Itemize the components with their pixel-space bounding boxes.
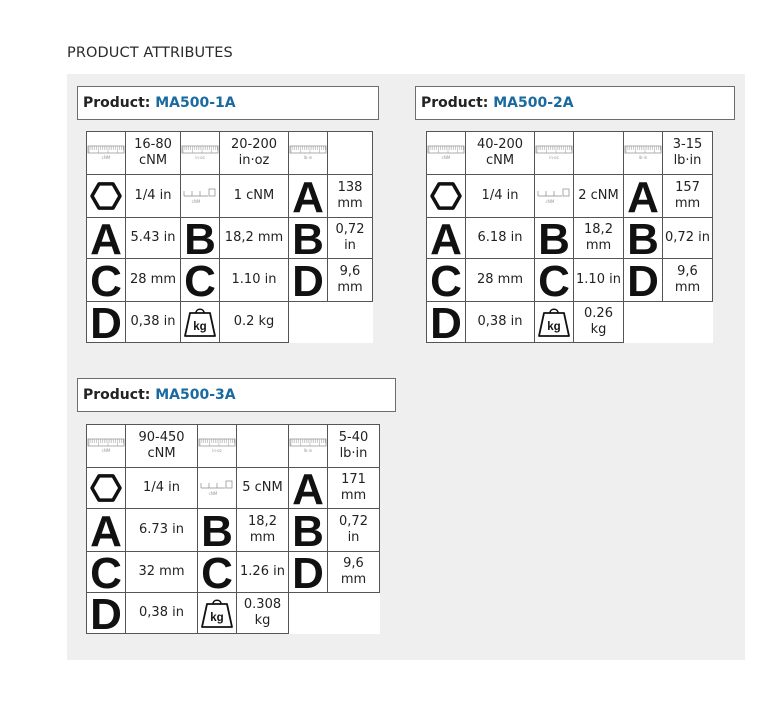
svg-text:lb·in: lb·in [303,448,313,453]
svg-text:cNM: cNM [545,199,555,204]
svg-text:A: A [292,177,324,215]
dimension-c-icon [87,553,125,591]
value-cell: 171 mm [328,468,380,509]
table-row [87,468,380,509]
table-row [427,302,713,343]
torque-scale-icon [87,143,125,163]
icon-cell [87,259,126,302]
value-cell [328,132,373,175]
value-cell: 28 mm [126,259,181,302]
product-title [77,378,396,412]
svg-text:cNM: cNM [208,491,218,496]
torque-scale-icon [427,143,465,163]
increment-icon [537,187,571,205]
svg-text:B: B [184,219,216,257]
svg-text:cNM: cNM [441,155,451,160]
value-cell: 1/4 in [466,175,535,218]
dimension-c-icon [427,261,465,299]
dimension-d-icon [87,303,125,341]
value-cell: 18,2 mm [237,509,289,552]
svg-text:C: C [201,553,233,591]
table-row [427,175,713,218]
value-cell: 3-15 lb·in [663,132,713,175]
dimension-a-icon [87,219,125,257]
torque-scale-icon [289,436,327,456]
svg-text:cNM: cNM [101,155,111,160]
value-cell: 6.18 in [466,218,535,259]
dimension-d-icon [427,303,465,341]
svg-text:C: C [90,261,122,299]
table-row [87,552,380,593]
svg-text:A: A [430,219,462,257]
dimension-a-icon [289,469,327,507]
value-cell: 2 cNM [574,175,624,218]
icon-cell [87,468,126,509]
svg-text:kg: kg [547,321,561,333]
hex-drive-icon [89,471,123,505]
value-cell: 1.10 in [220,259,289,302]
table-row [427,132,713,175]
section-title: PRODUCT ATTRIBUTES [67,45,233,61]
icon-cell [198,509,237,552]
value-cell: 6.73 in [126,509,198,552]
attributes-table [86,424,380,634]
dimension-a-icon [427,219,465,257]
dimension-a-icon [624,177,662,215]
icon-cell [87,302,126,343]
icon-cell [427,259,466,302]
table-row [87,302,373,343]
value-cell: 16-80 cNM [126,132,181,175]
value-cell: 90-450 cNM [126,425,198,468]
svg-text:B: B [292,219,324,257]
icon-cell [87,593,126,634]
product-label: Product: [83,95,156,111]
svg-text:A: A [90,219,122,257]
product-label: Product: [421,95,494,111]
icon-cell [289,509,328,552]
table-row [427,259,713,302]
value-cell: 1/4 in [126,175,181,218]
icon-cell [535,302,574,343]
dimension-d-icon [624,261,662,299]
dimension-b-icon [181,219,219,257]
weight-icon [183,306,217,338]
value-cell: 9,6 mm [663,259,713,302]
value-cell: 1 cNM [220,175,289,218]
dimension-c-icon [535,261,573,299]
svg-text:D: D [90,594,122,632]
icon-cell [289,218,328,259]
value-cell: 138 mm [328,175,373,218]
product-label: Product: [83,387,156,403]
value-cell: 32 mm [126,552,198,593]
icon-cell [198,593,237,634]
svg-text:in·oz: in·oz [549,155,559,160]
icon-cell [87,175,126,218]
increment-icon [200,479,234,497]
value-cell: 5.43 in [126,218,181,259]
value-cell: 0,72 in [328,218,373,259]
icon-cell [87,132,126,175]
value-cell: 0,72 in [663,218,713,259]
svg-text:lb·in: lb·in [303,155,313,160]
icon-cell [289,175,328,218]
svg-text:kg: kg [193,321,207,333]
table-row [87,425,380,468]
svg-text:C: C [90,553,122,591]
table-row [87,175,373,218]
value-cell: 40-200 cNM [466,132,535,175]
torque-scale-icon [289,143,327,163]
hex-drive-icon [429,179,463,213]
table-row [87,509,380,552]
icon-cell [198,425,237,468]
svg-text:D: D [430,303,462,341]
value-cell: 1.26 in [237,552,289,593]
svg-text:C: C [430,261,462,299]
value-cell: 0,38 in [126,593,198,634]
value-cell: 5-40 lb·in [328,425,380,468]
icon-cell [87,552,126,593]
icon-cell [427,302,466,343]
dimension-b-icon [624,219,662,257]
value-cell: 0,38 in [126,302,181,343]
svg-text:C: C [538,261,570,299]
product-name-link[interactable]: MA500-1A [155,95,236,111]
value-cell: 9,6 mm [328,552,380,593]
value-cell: 1/4 in [126,468,198,509]
svg-text:D: D [292,261,324,299]
icon-cell [289,132,328,175]
product-name-link[interactable]: MA500-3A [155,387,236,403]
weight-icon [200,597,234,629]
svg-text:A: A [90,511,122,549]
hex-drive-icon [89,179,123,213]
torque-scale-icon [535,143,573,163]
value-cell: 0.2 kg [220,302,289,343]
icon-cell [624,175,663,218]
svg-text:D: D [292,553,324,591]
dimension-c-icon [87,261,125,299]
icon-cell [535,259,574,302]
icon-cell [624,259,663,302]
dimension-d-icon [289,553,327,591]
icon-cell [427,132,466,175]
value-cell: 18,2 mm [220,218,289,259]
value-cell: 20-200 in·oz [220,132,289,175]
icon-cell [198,468,237,509]
icon-cell [624,218,663,259]
torque-scale-icon [87,436,125,456]
product-name-link[interactable]: MA500-2A [493,95,574,111]
table-row [87,218,373,259]
icon-cell [181,259,220,302]
icon-cell [87,509,126,552]
svg-text:D: D [90,303,122,341]
increment-icon [183,187,217,205]
dimension-b-icon [535,219,573,257]
svg-text:in·oz: in·oz [195,155,205,160]
value-cell [574,132,624,175]
dimension-a-icon [289,177,327,215]
svg-text:D: D [627,261,659,299]
icon-cell [289,425,328,468]
value-cell: 5 cNM [237,468,289,509]
value-cell: 1.10 in [574,259,624,302]
icon-cell [535,132,574,175]
svg-text:B: B [292,511,324,549]
value-cell: 28 mm [466,259,535,302]
icon-cell [427,175,466,218]
icon-cell [181,302,220,343]
icon-cell [535,218,574,259]
attributes-table [86,131,373,343]
product-title [415,86,735,120]
value-cell: 0.308 kg [237,593,289,634]
svg-text:A: A [292,469,324,507]
value-cell: 0,38 in [466,302,535,343]
dimension-c-icon [198,553,236,591]
value-cell: 157 mm [663,175,713,218]
icon-cell [198,552,237,593]
icon-cell [624,132,663,175]
svg-text:B: B [201,511,233,549]
svg-text:cNM: cNM [191,199,201,204]
svg-text:A: A [627,177,659,215]
table-row [87,259,373,302]
table-row [87,593,380,634]
icon-cell [535,175,574,218]
dimension-d-icon [289,261,327,299]
value-cell: 18,2 mm [574,218,624,259]
dimension-c-icon [181,261,219,299]
dimension-d-icon [87,594,125,632]
svg-text:cNM: cNM [101,448,111,453]
svg-text:in·oz: in·oz [212,448,222,453]
svg-text:kg: kg [210,612,224,624]
dimension-b-icon [198,511,236,549]
icon-cell [87,425,126,468]
icon-cell [289,259,328,302]
icon-cell [181,218,220,259]
value-cell: 0.26 kg [574,302,624,343]
dimension-b-icon [289,511,327,549]
icon-cell [289,552,328,593]
attributes-table [426,131,713,343]
weight-icon [537,306,571,338]
value-cell [237,425,289,468]
icon-cell [427,218,466,259]
dimension-a-icon [87,511,125,549]
icon-cell [87,218,126,259]
icon-cell [181,132,220,175]
svg-text:lb·in: lb·in [638,155,648,160]
icon-cell [289,468,328,509]
svg-text:B: B [627,219,659,257]
value-cell: 0,72 in [328,509,380,552]
table-row [427,218,713,259]
icon-cell [181,175,220,218]
dimension-b-icon [289,219,327,257]
torque-scale-icon [198,436,236,456]
svg-text:C: C [184,261,216,299]
value-cell: 9,6 mm [328,259,373,302]
table-row [87,132,373,175]
torque-scale-icon [181,143,219,163]
svg-text:B: B [538,219,570,257]
product-title [77,86,379,120]
torque-scale-icon [624,143,662,163]
